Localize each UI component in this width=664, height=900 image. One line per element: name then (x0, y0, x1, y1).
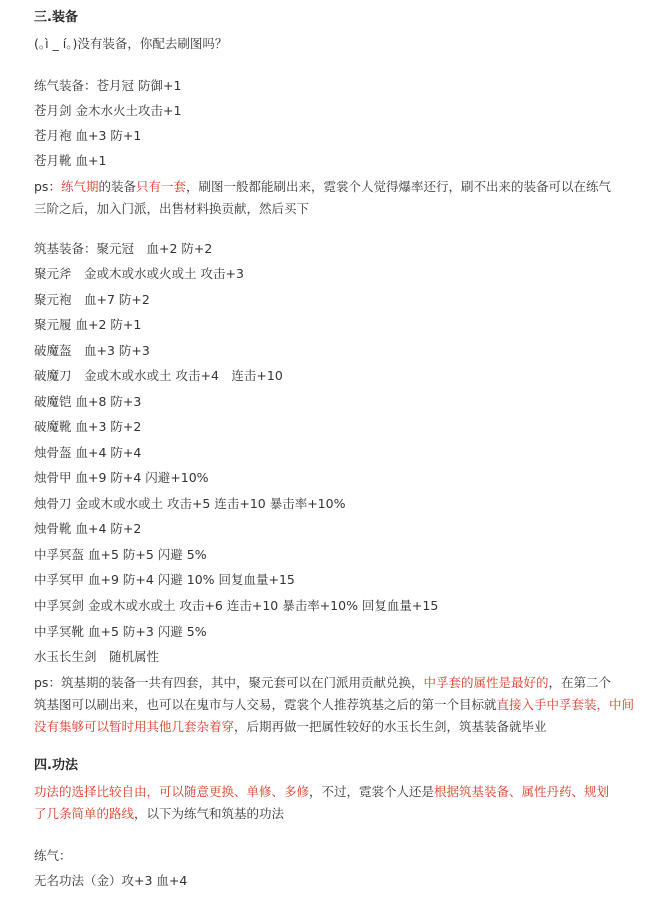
note-text: ，以下为练气和筑基的功法 (134, 806, 285, 821)
highlight-text: 可以随意更换、单修、多修 (159, 784, 310, 799)
list-item: 苍月袍 血+3 防+1 (34, 128, 142, 143)
highlight-text: 了几条简单的路线 (34, 806, 135, 821)
highlight-text: 没有集够可以暂时用其他几套杂着穿 (34, 719, 235, 734)
highlight-text: 中孚套的属性是最好的 (423, 675, 549, 690)
list-item: 中孚冥甲 血+9 防+4 闪避 10% 回复血量+15 (34, 572, 295, 587)
highlight-text: 只有一套 (135, 179, 186, 194)
list-item: 烛骨盔 血+4 防+4 (34, 445, 142, 460)
list-item: 中孚冥剑 金或木或水或土 攻击+6 连击+10 暴击率+10% 回复血量+15 (34, 598, 439, 613)
list-item: 烛骨靴 血+4 防+2 (34, 521, 142, 536)
section-heading-skills: 四.功法 (34, 758, 78, 773)
list-item: 破魔刀 金或木或水或土 攻击+4 连击+10 (34, 368, 283, 383)
list-item: 苍月靴 血+1 (34, 153, 107, 168)
list-item: 中孚冥靴 血+5 防+3 闪避 5% (34, 624, 207, 639)
note-text: ，不过，霓裳个人还是 (309, 784, 435, 799)
highlight-text: 直接入手中孚套装 (496, 697, 597, 712)
note-text: ，中间 (596, 697, 635, 712)
list-item: 水玉长生剑 随机属性 (34, 649, 160, 664)
list-item: 破魔铠 血+8 防+3 (34, 394, 142, 409)
intro-line: (｡ì _ í｡)没有装备，你配去刷图吗？ (34, 36, 228, 51)
ps-note-lianqi-line2: 三阶之后，加入门派，出售材料换贡献，然后买下 (34, 201, 310, 216)
note-text: ps：筑基期的装备一共有四套，其中，聚元套可以在门派用贡献兑换， (34, 675, 424, 690)
list-item: 中孚冥盔 血+5 防+5 闪避 5% (34, 547, 207, 562)
ps-note-zhuji (34, 675, 611, 691)
section-heading-equipment: 三.装备 (34, 10, 78, 25)
note-text: ，刷图一般都能刷出来，霓裳个人觉得爆率还行，刷不出来的装备可以在练气 (186, 179, 612, 194)
list-item: 无名功法（金）攻+3 血+4 (34, 873, 188, 888)
skills-paragraph-line1 (34, 784, 609, 800)
list-item: 聚元斧 金或木或水或火或土 攻击+3 (34, 266, 244, 281)
list-item: 聚元履 血+2 防+1 (34, 317, 142, 332)
list-item: 练气装备：苍月冠 防御+1 (34, 78, 182, 93)
list-item: 聚元袍 血+7 防+2 (34, 292, 150, 307)
highlight-text: 练气期 (60, 179, 99, 194)
note-text: 筑基图可以刷出来，也可以在鬼市与人交易，霓裳个人推荐筑基之后的第一个目标就 (34, 697, 497, 712)
list-item: 烛骨刀 金或木或水或土 攻击+5 连击+10 暴击率+10% (34, 496, 346, 511)
ps-note-lianqi (34, 179, 611, 195)
note-text: ，后期再做一把属性较好的水玉长生剑，筑基装备就毕业 (234, 719, 547, 734)
list-item: 烛骨甲 血+9 防+4 闪避+10% (34, 470, 209, 485)
list-item: 破魔靴 血+3 防+2 (34, 419, 142, 434)
note-text: 的装备 (98, 179, 136, 194)
note-text: ，在第二个 (548, 675, 611, 690)
highlight-text: 功法的选择比较自由， (34, 784, 160, 799)
highlight-text: 根据筑基装备、属性丹药、规划 (434, 784, 610, 799)
ps-note-zhuji-line2 (34, 697, 634, 713)
list-item: 筑基装备：聚元冠 血+2 防+2 (34, 241, 213, 256)
ps-note-zhuji-line3 (34, 719, 547, 735)
skills-paragraph-line2 (34, 806, 284, 822)
list-item: 破魔盔 血+3 防+3 (34, 343, 150, 358)
list-item: 苍月剑 金木水火土攻击+1 (34, 103, 182, 118)
lianqi-label: 练气： (34, 848, 72, 863)
ps-prefix: ps： (34, 179, 61, 194)
